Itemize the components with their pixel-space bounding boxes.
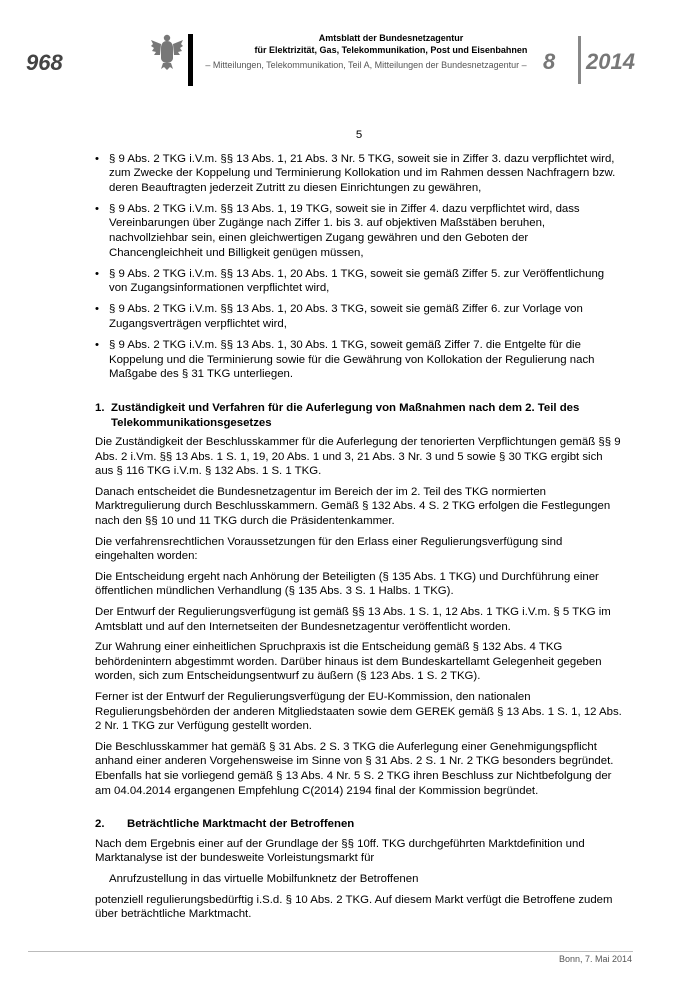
gazette-title-line1: Amtsblatt der Bundesnetzagentur — [318, 33, 464, 43]
paragraph: potenziell regulierungsbedürftig i.S.d. § 10 Abs. 2 TKG. Auf diesem Markt verfügt die Betroffene zudem über beträchtliche Marktmacht. — [95, 893, 613, 921]
list-item: • § 9 Abs. 2 TKG i.V.m. §§ 13 Abs. 1, 20 Abs. 1 TKG, soweit sie gemäß Ziffer 5. zur Veröffentlichung von Zugangsinformationen verpflichtet wird, — [95, 267, 623, 296]
paragraph: Ferner ist der Entwurf der Regulierungsverfügung der EU-Kommission, den nationalen Regulierungsbehörden der anderen Mitgliedstaaten sowie dem GEREK gemäß § 13 Abs. 1 S. 1, 12 Abs. 2 Nr. 1 TKG zur Verfügung gestellt worden. — [95, 691, 622, 733]
section-number: 1. — [95, 401, 105, 414]
issue-number: 8 — [543, 49, 556, 74]
paragraph: Danach entscheidet die Bundesnetzagentur im Bereich der im 2. Teil des TKG normierten Marktregulierung durch Beschlusskammern. Gemäß § 132 Abs. 4 S. 2 TKG erfolgen die Festlegungen nach den §§ 10 und 11 TKG durch die Präsidentenkammer. — [95, 485, 611, 528]
gazette-title — [196, 32, 586, 56]
paragraph: Die verfahrensrechtlichen Voraussetzungen für den Erlass einer Regulierungsverfügung sind eingehalten worden: — [95, 535, 563, 563]
list-item: • § 9 Abs. 2 TKG i.V.m. §§ 13 Abs. 1, 30 Abs. 1 TKG, soweit gemäß Ziffer 7. die Entgelte für die Koppelung und die Terminierung sowie für die Gewährung von Kollokation der Regulierung nach Maßgabe des § 31 TKG unterliegen. — [95, 338, 623, 382]
paragraph: Der Entwurf der Regulierungsverfügung ist gemäß §§ 13 Abs. 1 S. 1, 12 Abs. 1 TKG i.V.m. § 5 TKG im Amtsblatt und auf den Internetseiten der Bundesnetzagentur veröffentlicht worden. — [95, 606, 611, 633]
issue-year: 2014 — [586, 49, 635, 74]
gazette-subtitle: – Mitteilungen, Telekommunikation, Teil A, Mitteilungen der Bundesnetzagentur – — [205, 60, 527, 70]
legal-basis-list — [95, 152, 623, 382]
section-heading-2 — [95, 817, 623, 832]
footer-place-date: Bonn, 7. Mai 2014 — [558, 954, 632, 964]
paragraph: Zur Wahrung einer einheitlichen Spruchpraxis ist die Entscheidung gemäß § 132 Abs. 4 TKG behördenintern abgestimmt worden. Darüber hinaus ist dem Bundeskartellamt Gelegenheit gegeben worden, sich zum Entscheidungsentwurf zu äußern (§ 123 Abs. 1 S. 2 TKG). — [95, 641, 602, 683]
page-number: 968 — [26, 50, 63, 75]
paragraph: Die Beschlusskammer hat gemäß § 31 Abs. 2 S. 3 TKG die Auferlegung einer Genehmigungspflicht anhand einer anderen Vorgehensweise im Sinne von § 31 Abs. 2 S. 1 Nr. 2 TKG besonders begründet. Ebenfalls hat sie vorliegend gemäß § 13 Abs. 4 Nr. 5 S. 2 TKG ihren Beschluss zur Nichtbefolgung der am 04.04.2014 ergangenen Empfehlung C(2014) 2194 final der Kommission begründet. — [95, 740, 614, 797]
document-body — [95, 128, 623, 928]
paragraph: Die Entscheidung ergeht nach Anhörung der Beteiligten (§ 135 Abs. 1 TKG) und Durchführung einer öffentlichen mündlichen Verhandlung (§ 135 Abs. 3 S. 1 Halbs. 1 TKG). — [95, 570, 599, 598]
issue-divider — [578, 36, 581, 84]
section-title: Beträchtliche Marktmacht der Betroffenen — [127, 818, 355, 831]
federal-eagle-icon — [150, 32, 184, 70]
footer-divider — [28, 951, 633, 952]
list-item: • § 9 Abs. 2 TKG i.V.m. §§ 13 Abs. 1, 19 TKG, soweit sie in Ziffer 4. dazu verpflichtet wird, dass Vereinbarungen über Zugänge nach Ziffer 1. bis 3. auf objektiven Maßstäben beruhen, nachvollziehbar sein, einen gleichwertigen Zugang gewähren und den Geboten der Chancengleichheit und Billigkeit genügen müssen, — [95, 202, 623, 260]
section-heading-1 — [95, 401, 623, 430]
list-item: • § 9 Abs. 2 TKG i.V.m. §§ 13 Abs. 1, 20 Abs. 3 TKG, soweit sie gemäß Ziffer 6. zur Vorlage von Zugangsverträgen verpflichtet wird, — [95, 302, 623, 331]
market-definition: Anrufzustellung in das virtuelle Mobilfunknetz der Betroffenen — [109, 872, 419, 885]
list-item: • § 9 Abs. 2 TKG i.V.m. §§ 13 Abs. 1, 21 Abs. 3 Nr. 5 TKG, soweit sie in Ziffer 3. dazu verpflichtet wird, zum Zwecke der Koppelung und Terminierung Kollokation und im Rahmen dessen Nachfragern bzw. deren Beauftragten jederzeit Zutritt zu diesen Einrichtungen zu gewähren, — [95, 152, 623, 196]
section-number: 2. — [95, 818, 105, 831]
header-divider — [188, 34, 193, 86]
paragraph: Nach dem Ergebnis einer auf der Grundlage der §§ 10ff. TKG durchgeführten Marktdefinition und Marktanalyse ist der bundesweite Vorleistungsmarkt für — [95, 837, 585, 865]
paragraph: Die Zuständigkeit der Beschlusskammer für die Auferlegung der tenorierten Verpflichtungen gemäß §§ 9 Abs. 2 i.Vm. §§ 13 Abs. 1 S. 1, 19, 20 Abs. 1 und 3, 21 Abs. 3 Nr. 3 und 5 sowie § 30 TKG ergibt sich aus § 116 TKG i.V.m. § 132 Abs. 1 S. 1 TKG. — [95, 436, 621, 478]
inner-page-number: 5 — [355, 129, 363, 141]
gazette-title-line2: für Elektrizität, Gas, Telekommunikation, Post und Eisenbahnen — [254, 45, 528, 55]
section-title: Zuständigkeit und Verfahren für die Auferlegung von Maßnahmen nach dem 2. Teil des Telekommunikationsgesetzes — [111, 401, 580, 429]
